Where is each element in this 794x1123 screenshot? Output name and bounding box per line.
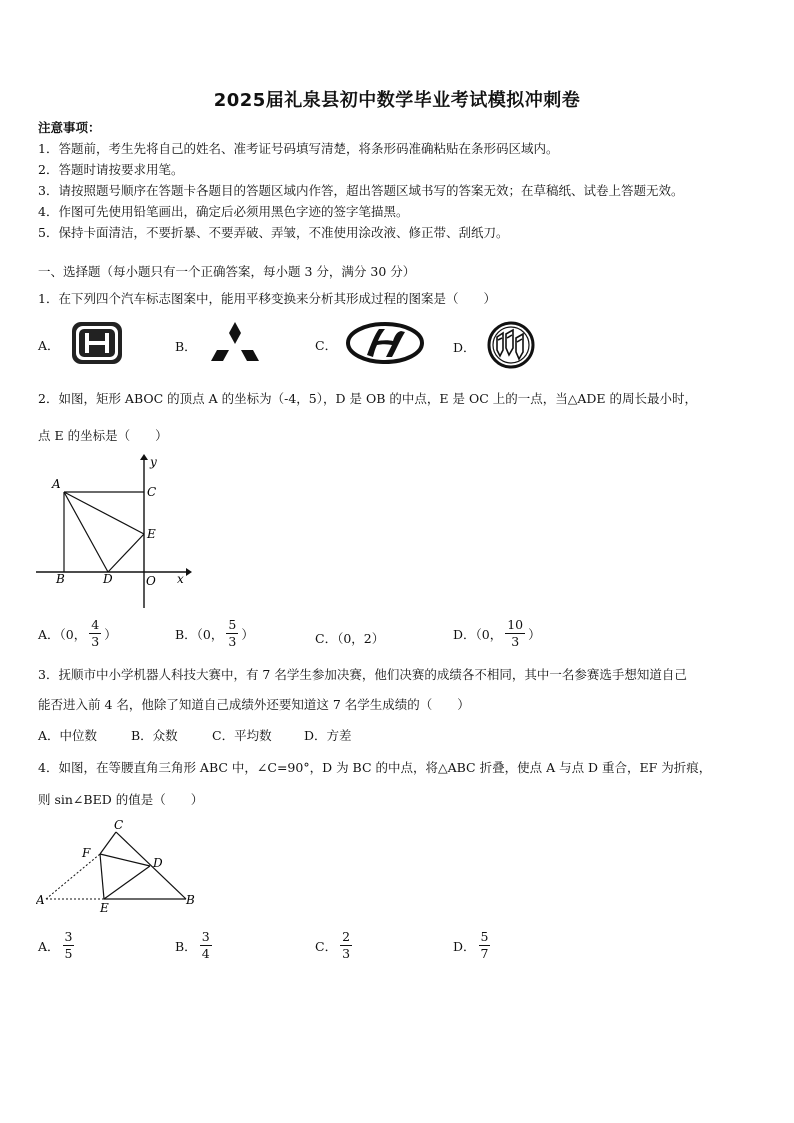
page-title: 2025届礼泉县初中数学毕业考试模拟冲刺卷 xyxy=(213,90,581,111)
option-label: B．（0， xyxy=(175,626,224,642)
mitsubishi-logo-icon xyxy=(207,320,263,371)
notice-item: 2．答题时请按要求用笔。 xyxy=(38,162,184,177)
q3-option-c[interactable]: C．平均数 xyxy=(212,728,272,743)
label-x: x xyxy=(177,572,184,586)
label-b: B xyxy=(56,572,65,586)
option-label: C． xyxy=(315,337,338,353)
q3-option-d[interactable]: D．方差 xyxy=(304,728,352,743)
q3-option-b[interactable]: B．众数 xyxy=(131,728,178,743)
q4-option-d[interactable] xyxy=(453,930,493,961)
option-label: A． xyxy=(38,337,60,353)
q4-option-a[interactable] xyxy=(38,930,77,961)
fraction: $\frac{4}{3}$ xyxy=(91,617,100,649)
option-label: D． xyxy=(453,938,476,954)
notice-item: 1．答题前，考生先将自己的姓名、准考证号码填写清楚，将条形码准确粘贴在条形码区域内。 xyxy=(38,141,559,156)
section-heading: 一、选择题（每小题只有一个正确答案，每小题 3 分，满分 30 分） xyxy=(38,264,416,279)
label-o: O xyxy=(146,574,156,588)
option-label: D． xyxy=(453,339,476,355)
question-3-stem: 3．抚顺市中小学机器人科技大赛中，有 7 名学生参加决赛，他们决赛的成绩各不相同，其中一名参赛选手想知道自己 xyxy=(38,667,687,682)
q4-option-c[interactable] xyxy=(315,930,355,961)
q1-option-d[interactable] xyxy=(453,320,536,373)
label-c: C xyxy=(114,818,124,832)
label-a: A xyxy=(52,477,61,491)
option-label: D．（0， xyxy=(453,626,503,642)
fraction: $\frac{5}{3}$ xyxy=(228,617,237,649)
question-3-stem: 能否进入前 4 名，他除了知道自己成绩外还要知道这 7 名学生成绩的（ ） xyxy=(38,697,470,712)
question-4-stem: 4．如图，在等腰直角三角形 ABC 中，∠C=90°，D 为 BC 的中点，将△ABC 折叠，使点 A 与点 D 重合，EF 为折痕， xyxy=(38,760,712,775)
fraction: $\frac{5}{7}$ xyxy=(480,929,489,961)
q1-option-c[interactable] xyxy=(315,320,425,369)
q2-option-b[interactable] xyxy=(175,618,254,649)
label-e: E xyxy=(147,527,156,541)
fraction: $\frac{10}{3}$ xyxy=(507,617,524,649)
notice-item: 3．请按照题号顺序在答题卡各题目的答题区域内作答，超出答题区域书写的答案无效；在草稿纸、试卷上答题无效。 xyxy=(38,183,684,198)
q3-option-a[interactable]: A．中位数 xyxy=(38,728,98,743)
label-y: y xyxy=(150,455,157,469)
label-a: A xyxy=(36,893,45,907)
option-label: B． xyxy=(175,938,197,954)
question-1-stem: 1．在下列四个汽车标志图案中，能用平移变换来分析其形成过程的图案是（ ） xyxy=(38,291,496,306)
fraction: $\frac{2}{3}$ xyxy=(342,929,351,961)
label-e: E xyxy=(100,901,109,915)
q4-figure xyxy=(36,816,202,920)
option-tail: ） xyxy=(241,626,254,642)
q2-option-c[interactable] xyxy=(315,629,384,647)
option-label: C．（0，2） xyxy=(315,631,385,646)
q2-option-d[interactable] xyxy=(453,618,541,649)
fraction: $\frac{3}{5}$ xyxy=(64,929,73,961)
label-d: D xyxy=(153,856,163,870)
notice-item: 4．作图可先使用铅笔画出，确定后必须用黑色字迹的签字笔描黑。 xyxy=(38,204,409,219)
q1-option-b[interactable] xyxy=(175,320,263,371)
option-label: A． xyxy=(38,938,60,954)
question-2-stem: 点 E 的坐标是（ ） xyxy=(38,428,168,443)
label-b: B xyxy=(186,893,195,907)
option-label: B． xyxy=(175,338,197,354)
q4-option-b[interactable] xyxy=(175,930,215,961)
notice-heading: 注意事项： xyxy=(38,120,101,135)
label-d: D xyxy=(103,572,113,586)
label-f: F xyxy=(82,846,91,860)
option-tail: ） xyxy=(104,626,117,642)
honda-logo-icon xyxy=(70,320,124,369)
q2-figure xyxy=(36,452,192,614)
fraction: $\frac{3}{4}$ xyxy=(201,929,210,961)
q1-option-a[interactable] xyxy=(38,320,124,369)
hyundai-logo-icon xyxy=(345,320,425,369)
buick-logo-icon xyxy=(486,320,536,373)
option-label: A．（0， xyxy=(38,626,87,642)
q2-option-a[interactable] xyxy=(38,618,117,649)
option-label: C． xyxy=(315,938,338,954)
question-4-stem: 则 sin∠BED 的值是（ ） xyxy=(38,792,204,807)
question-2-stem: 2．如图，矩形 ABOC 的顶点 A 的坐标为（-4，5），D 是 OB 的中点，E 是 OC 上的一点，当△ADE 的周长最小时， xyxy=(38,391,698,406)
option-tail: ） xyxy=(528,626,541,642)
notice-item: 5．保持卡面清洁，不要折暴、不要弄破、弄皱，不准使用涂改液、修正带、刮纸刀。 xyxy=(38,225,509,240)
label-c: C xyxy=(147,485,157,499)
